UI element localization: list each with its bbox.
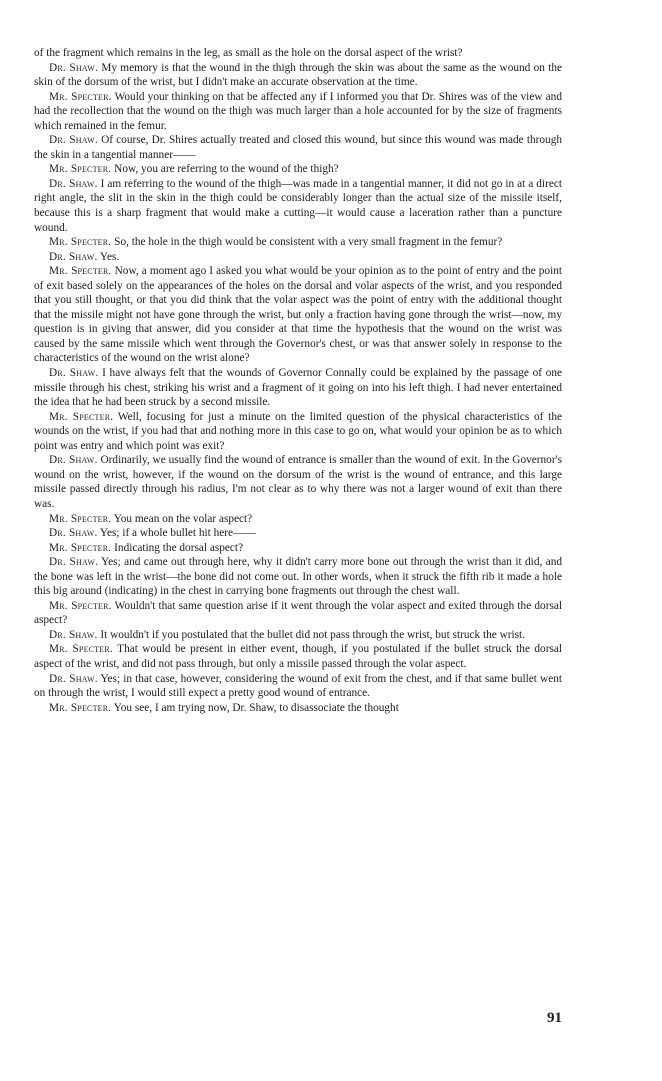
transcript-paragraph bbox=[34, 133, 562, 162]
speaker-label: Dr. Shaw. bbox=[49, 454, 98, 467]
transcript-paragraph bbox=[34, 555, 562, 599]
speaker-label: Dr. Shaw. bbox=[49, 628, 98, 641]
paragraph-text: Yes; in that case, however, considering the wound of exit from the chest, and if that same bullet went on through the wrist, I would still expect a pretty good wound of entrance. bbox=[34, 672, 562, 700]
paragraph-text: I am referring to the wound of the thigh—was made in a tangential manner, it did not go in at a direct right angle, the slit in the skin in the thigh could be considerably longer than the actual size of the missile itself, because this is a sharp fragment that would make a cutting—it would cause a laceration rather than a puncture wound. bbox=[34, 177, 563, 234]
transcript-paragraph bbox=[34, 46, 562, 61]
paragraph-text: So, the hole in the thigh would be consistent with a very small fragment in the femur? bbox=[114, 236, 503, 249]
paragraph-text: Yes; if a whole bullet hit here—— bbox=[99, 527, 256, 540]
paragraph-text: Yes. bbox=[99, 250, 120, 263]
transcript-paragraph bbox=[34, 599, 562, 628]
speaker-label: Dr. Shaw. bbox=[49, 61, 98, 74]
speaker-label: Mr. Specter. bbox=[49, 512, 112, 525]
transcript-paragraph bbox=[34, 410, 562, 454]
transcript-paragraph bbox=[34, 61, 562, 90]
speaker-label: Mr. Specter. bbox=[49, 541, 112, 554]
transcript-paragraph bbox=[34, 162, 562, 177]
transcript-paragraph bbox=[34, 235, 562, 250]
paragraph-text: Wouldn't that same question arise if it went through the volar aspect and exited through the dorsal aspect? bbox=[34, 599, 563, 627]
transcript-paragraph bbox=[34, 250, 562, 265]
speaker-label: Mr. Specter. bbox=[49, 265, 112, 278]
speaker-label: Dr. Shaw. bbox=[49, 556, 99, 569]
speaker-label: Dr. Shaw. bbox=[49, 367, 99, 380]
paragraph-text: You mean on the volar aspect? bbox=[113, 512, 253, 525]
speaker-label: Mr. Specter. bbox=[49, 236, 112, 249]
speaker-label: Dr. Shaw. bbox=[49, 672, 98, 685]
paragraph-text: I have always felt that the wounds of Governor Connally could be explained by the passage of one missile through his chest, striking his wrist and a fragment of it going on into his left thigh. I had never entertained the idea that he had been struck by a second missile. bbox=[34, 367, 562, 409]
transcript-paragraph bbox=[34, 177, 562, 235]
paragraph-text: Now, you are referring to the wound of the thigh? bbox=[114, 163, 339, 176]
transcript-paragraph bbox=[34, 628, 562, 643]
paragraph-text: Yes; and came out through here, why it didn't carry more bone out through the wrist than it did, and the bone was left in the wrist—the bone did not come out. In other words, when it struck the fifth rib it made a hole this big around (indicating) in the chest in carrying bone fragments out through the chest wall. bbox=[34, 556, 563, 598]
speaker-label: Dr. Shaw. bbox=[49, 134, 98, 147]
transcript-paragraph bbox=[34, 672, 562, 701]
paragraph-text: My memory is that the wound in the thigh through the skin was about the same as the wound on the skin of the dorsum of the wrist, but I didn't make an accurate observation at the time. bbox=[34, 61, 563, 89]
paragraph-text: Indicating the dorsal aspect? bbox=[114, 541, 244, 554]
transcript-paragraph bbox=[34, 541, 562, 556]
speaker-label: Mr. Specter. bbox=[49, 599, 112, 612]
paragraph-text: Would your thinking on that be affected any if I informed you that Dr. Shires was of the view and had the recollection that the wound on the thigh was much larger than a hole accounted for by the size of fragments which remained in the femur. bbox=[34, 90, 562, 132]
paragraph-text: Well, focusing for just a minute on the limited question of the physical characteristics of the wounds on the wrist, if you had that and nothing more in this case to go on, what would your opinion be as to which point was entry and which point was exit? bbox=[34, 410, 562, 452]
transcript-paragraph bbox=[34, 512, 562, 527]
transcript-page bbox=[34, 46, 562, 715]
transcript-paragraph bbox=[34, 701, 562, 716]
speaker-label: Mr. Specter. bbox=[49, 90, 112, 103]
transcript-paragraph bbox=[34, 526, 562, 541]
paragraph-text: You see, I am trying now, Dr. Shaw, to disassociate the thought bbox=[113, 701, 399, 714]
paragraph-text: It wouldn't if you postulated that the bullet did not pass through the wrist, but struck the wrist. bbox=[100, 628, 526, 641]
speaker-label: Dr. Shaw. bbox=[49, 527, 98, 540]
transcript-paragraph bbox=[34, 366, 562, 410]
paragraph-text: Of course, Dr. Shires actually treated and closed this wound, but since this wound was made through the skin in a tangential manner—— bbox=[34, 134, 562, 161]
page-number: 91 bbox=[547, 1010, 562, 1026]
speaker-label: Mr. Specter. bbox=[49, 410, 114, 423]
transcript-paragraph bbox=[34, 264, 562, 366]
paragraph-text: of the fragment which remains in the leg, as small as the hole on the dorsal aspect of the wrist? bbox=[34, 47, 463, 59]
speaker-label: Mr. Specter. bbox=[49, 643, 113, 656]
paragraph-text: Ordinarily, we usually find the wound of entrance is smaller than the wound of exit. In the Governor's wound on the wrist, however, if the wound on the dorsum of the wrist is the wound of entrance, and this large missile passed directly through his radius, I'm not clear as to why there was not a larger wound of exit than there was. bbox=[34, 454, 563, 510]
paragraph-text: That would be present in either event, though, if you postulated if the bullet struck the dorsal aspect of the wrist, and did not pass through, but only a missile passed through the volar aspect. bbox=[34, 643, 563, 670]
paragraph-text: Now, a moment ago I asked you what would be your opinion as to the point of entry and the point of exit based solely on the appearances of the holes on the dorsal and volar aspects of the wrist, and you responded that you still thought, or that you did think that the volar aspect was the point of entry with the additional thought that the missile might not have gone through the wrist, but only a fraction having gone through the wrist—now, my question is in giving that answer, did you consider at that time the hypothesis that the wound on the wrist was caused by the same missile which went through the Governor's chest, or was that answer solely in response to the characteristics of the wound on the wrist alone? bbox=[34, 265, 562, 365]
transcript-paragraph bbox=[34, 90, 562, 134]
transcript-paragraph bbox=[34, 642, 562, 671]
speaker-label: Mr. Specter. bbox=[49, 701, 112, 714]
speaker-label: Dr. Shaw. bbox=[49, 177, 98, 190]
speaker-label: Dr. Shaw. bbox=[49, 250, 98, 263]
transcript-paragraph bbox=[34, 453, 562, 511]
speaker-label: Mr. Specter. bbox=[49, 163, 112, 176]
